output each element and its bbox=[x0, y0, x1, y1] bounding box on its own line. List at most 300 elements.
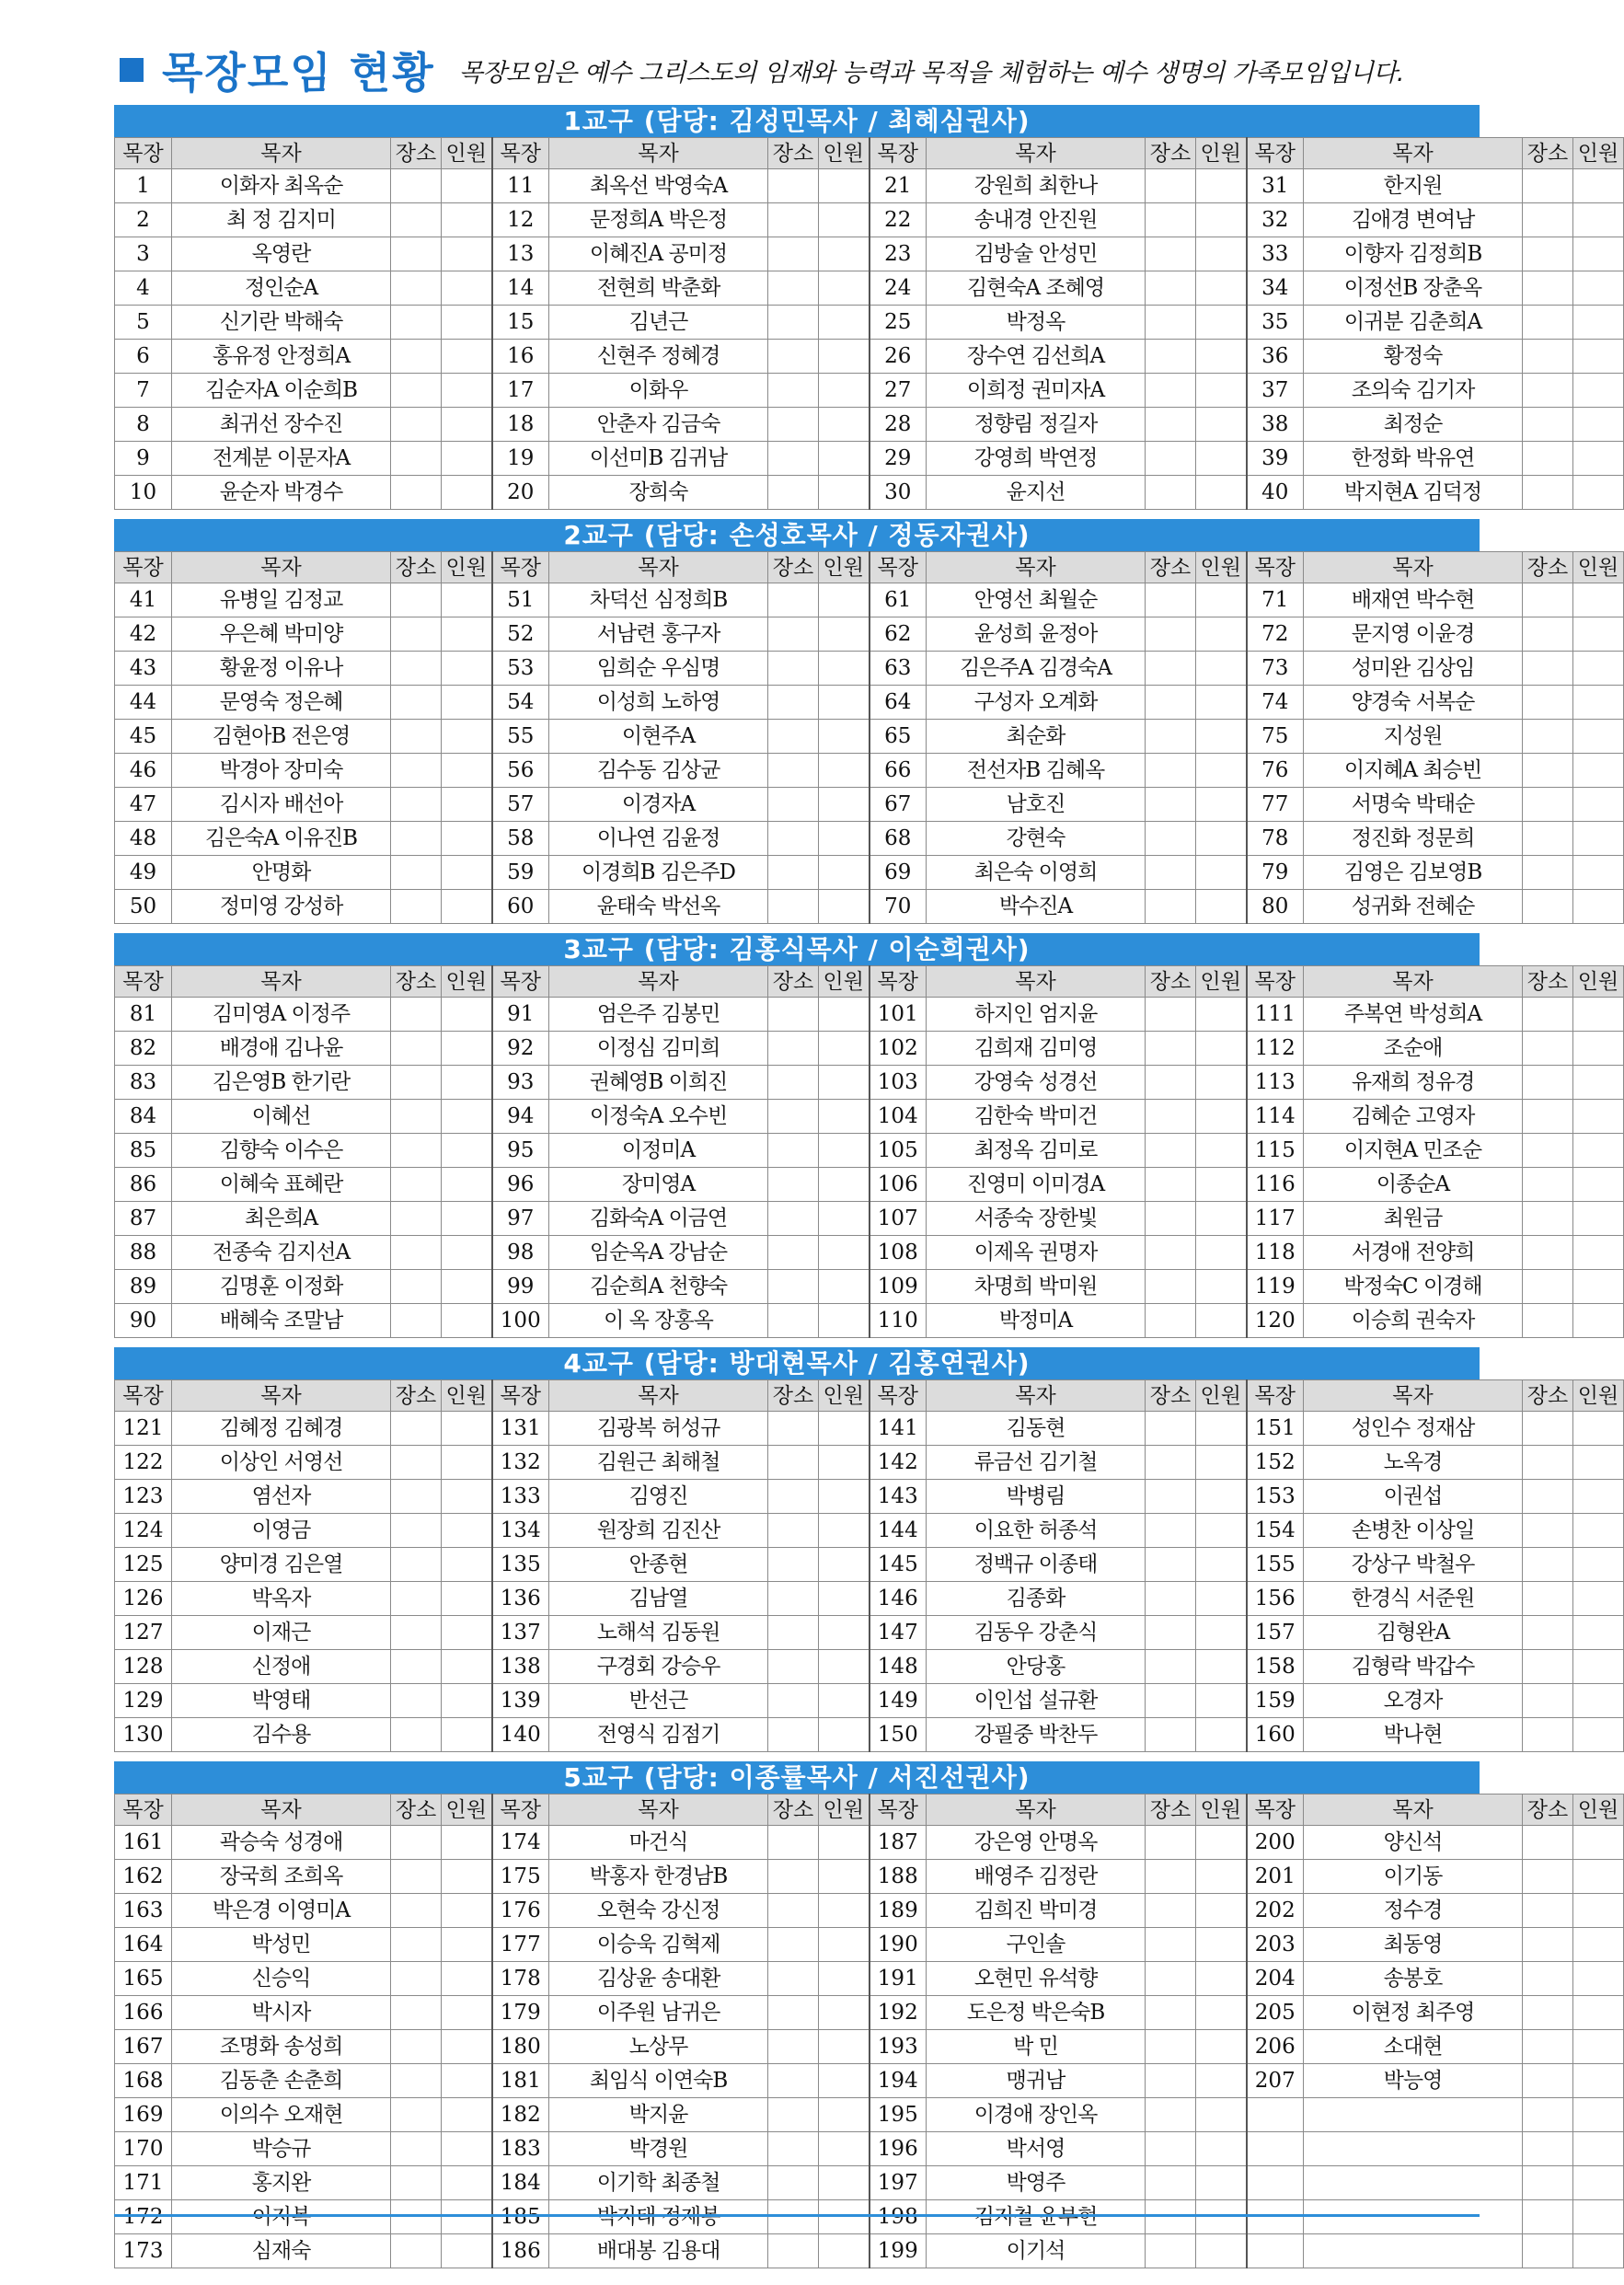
shepherd-names: 정인순A bbox=[172, 271, 391, 306]
count-cell bbox=[1573, 1684, 1624, 1718]
column-header: 장소 bbox=[768, 138, 819, 169]
shepherd-names: 지성원 bbox=[1304, 720, 1523, 754]
shepherd-names: 하지인 엄지윤 bbox=[927, 998, 1146, 1032]
shepherd-names: 박경원 bbox=[549, 2132, 768, 2166]
count-cell bbox=[1573, 374, 1624, 408]
group-number: 161 bbox=[115, 1826, 172, 1860]
shepherd-names: 안명화 bbox=[172, 856, 391, 890]
group-number: 72 bbox=[1247, 617, 1304, 652]
place-cell bbox=[391, 203, 442, 237]
group-number: 183 bbox=[492, 2132, 549, 2166]
count-cell bbox=[1196, 1032, 1247, 1066]
shepherd-names: 옥영란 bbox=[172, 237, 391, 271]
count-cell bbox=[1573, 1514, 1624, 1548]
shepherd-names: 장미영A bbox=[549, 1168, 768, 1202]
group-number: 91 bbox=[492, 998, 549, 1032]
place-cell bbox=[1146, 1514, 1196, 1548]
count-cell bbox=[819, 1066, 870, 1100]
shepherd-names: 박서영 bbox=[927, 2132, 1146, 2166]
place-cell bbox=[1523, 408, 1573, 442]
place-cell bbox=[768, 408, 819, 442]
group-number: 101 bbox=[870, 998, 927, 1032]
shepherd-names: 최정옥 김미로 bbox=[927, 1134, 1146, 1168]
group-number: 31 bbox=[1247, 169, 1304, 203]
count-cell bbox=[442, 652, 492, 686]
table-row bbox=[115, 1202, 1624, 1236]
count-cell bbox=[819, 998, 870, 1032]
column-header: 인원 bbox=[442, 138, 492, 169]
shepherd-names: 문정희A 박은정 bbox=[549, 203, 768, 237]
shepherd-names: 이향자 김정희B bbox=[1304, 237, 1523, 271]
table-row bbox=[115, 203, 1624, 237]
count-cell bbox=[442, 1996, 492, 2030]
shepherd-names: 조명화 송성희 bbox=[172, 2030, 391, 2064]
column-header: 목장 bbox=[1247, 138, 1304, 169]
shepherd-names: 강은영 안명옥 bbox=[927, 1826, 1146, 1860]
group-number: 203 bbox=[1247, 1928, 1304, 1962]
group-number bbox=[1247, 2132, 1304, 2166]
place-cell bbox=[1146, 1718, 1196, 1752]
place-cell bbox=[1523, 2234, 1573, 2268]
group-number: 13 bbox=[492, 237, 549, 271]
group-number: 178 bbox=[492, 1962, 549, 1996]
place-cell bbox=[1523, 2064, 1573, 2098]
place-cell bbox=[391, 617, 442, 652]
count-cell bbox=[1573, 1996, 1624, 2030]
shepherd-names: 한정화 박유연 bbox=[1304, 442, 1523, 476]
shepherd-names: 황정숙 bbox=[1304, 340, 1523, 374]
shepherd-names: 박홍자 한경남B bbox=[549, 1860, 768, 1894]
shepherd-names: 문지영 이윤경 bbox=[1304, 617, 1523, 652]
count-cell bbox=[819, 1270, 870, 1304]
place-cell bbox=[1146, 1996, 1196, 2030]
place-cell bbox=[768, 1412, 819, 1446]
group-number: 33 bbox=[1247, 237, 1304, 271]
shepherd-names: 이정미A bbox=[549, 1134, 768, 1168]
place-cell bbox=[768, 203, 819, 237]
count-cell bbox=[442, 1202, 492, 1236]
group-number: 127 bbox=[115, 1616, 172, 1650]
count-cell bbox=[819, 1684, 870, 1718]
shepherd-names bbox=[172, 2200, 391, 2234]
count-cell bbox=[442, 1718, 492, 1752]
count-cell bbox=[442, 1134, 492, 1168]
count-cell bbox=[442, 1446, 492, 1480]
place-cell bbox=[1523, 1548, 1573, 1582]
count-cell bbox=[442, 1032, 492, 1066]
shepherd-names: 유병일 김정교 bbox=[172, 583, 391, 617]
shepherd-names: 박정숙C 이경해 bbox=[1304, 1270, 1523, 1304]
group-number: 87 bbox=[115, 1202, 172, 1236]
column-header: 장소 bbox=[768, 1795, 819, 1826]
column-header: 목장 bbox=[115, 1380, 172, 1412]
count-cell bbox=[1196, 2132, 1247, 2166]
shepherd-names: 안종현 bbox=[549, 1548, 768, 1582]
district-section bbox=[114, 519, 1619, 924]
group-number: 97 bbox=[492, 1202, 549, 1236]
place-cell bbox=[768, 2200, 819, 2234]
count-cell bbox=[819, 1548, 870, 1582]
column-header: 장소 bbox=[391, 966, 442, 998]
shepherd-names: 박성민 bbox=[172, 1928, 391, 1962]
group-number: 138 bbox=[492, 1650, 549, 1684]
group-number: 105 bbox=[870, 1134, 927, 1168]
shepherd-names: 최옥선 박영숙A bbox=[549, 169, 768, 203]
group-number: 177 bbox=[492, 1928, 549, 1962]
shepherd-names: 박영주 bbox=[927, 2166, 1146, 2200]
group-number: 166 bbox=[115, 1996, 172, 2030]
count-cell bbox=[1573, 2234, 1624, 2268]
count-cell bbox=[819, 2234, 870, 2268]
table-row bbox=[115, 822, 1624, 856]
shepherd-names: 배재연 박수현 bbox=[1304, 583, 1523, 617]
place-cell bbox=[1146, 998, 1196, 1032]
count-cell bbox=[819, 169, 870, 203]
count-cell bbox=[1196, 652, 1247, 686]
place-cell bbox=[768, 1548, 819, 1582]
count-cell bbox=[442, 2030, 492, 2064]
place-cell bbox=[768, 476, 819, 510]
shepherd-names: 한지원 bbox=[1304, 169, 1523, 203]
count-cell bbox=[442, 442, 492, 476]
shepherd-names bbox=[1304, 2132, 1523, 2166]
group-number: 6 bbox=[115, 340, 172, 374]
count-cell bbox=[819, 890, 870, 924]
table-row bbox=[115, 1270, 1624, 1304]
shepherd-names: 도은정 박은숙B bbox=[927, 1996, 1146, 2030]
group-number bbox=[115, 2200, 172, 2234]
place-cell bbox=[1146, 2098, 1196, 2132]
shepherd-names: 이혜진A 공미정 bbox=[549, 237, 768, 271]
table-row bbox=[115, 1894, 1624, 1928]
shepherd-names: 최 정 김지미 bbox=[172, 203, 391, 237]
count-cell bbox=[442, 203, 492, 237]
group-number: 65 bbox=[870, 720, 927, 754]
count-cell bbox=[1196, 1304, 1247, 1338]
place-cell bbox=[1523, 998, 1573, 1032]
column-header: 목장 bbox=[870, 966, 927, 998]
place-cell bbox=[1523, 2200, 1573, 2234]
shepherd-names: 손병찬 이상일 bbox=[1304, 1514, 1523, 1548]
column-header: 목자 bbox=[549, 966, 768, 998]
group-number: 25 bbox=[870, 306, 927, 340]
place-cell bbox=[768, 1100, 819, 1134]
shepherd-names: 곽승숙 성경애 bbox=[172, 1826, 391, 1860]
count-cell bbox=[1573, 2030, 1624, 2064]
place-cell bbox=[1146, 476, 1196, 510]
count-cell bbox=[1573, 652, 1624, 686]
place-cell bbox=[1523, 1236, 1573, 1270]
table-row bbox=[115, 1100, 1624, 1134]
place-cell bbox=[391, 720, 442, 754]
count-cell bbox=[442, 1860, 492, 1894]
column-header: 목자 bbox=[927, 552, 1146, 583]
shepherd-names: 이화자 최옥순 bbox=[172, 169, 391, 203]
count-cell bbox=[819, 1650, 870, 1684]
shepherd-names: 강상구 박철우 bbox=[1304, 1548, 1523, 1582]
count-cell bbox=[1196, 1718, 1247, 1752]
column-header: 목자 bbox=[927, 966, 1146, 998]
count-cell bbox=[1573, 1270, 1624, 1304]
count-cell bbox=[442, 1826, 492, 1860]
group-number: 149 bbox=[870, 1684, 927, 1718]
place-cell bbox=[391, 1826, 442, 1860]
place-cell bbox=[1523, 1650, 1573, 1684]
count-cell bbox=[1196, 1684, 1247, 1718]
group-number: 55 bbox=[492, 720, 549, 754]
place-cell bbox=[768, 890, 819, 924]
place-cell bbox=[768, 1616, 819, 1650]
shepherd-names: 이종순A bbox=[1304, 1168, 1523, 1202]
group-number: 7 bbox=[115, 374, 172, 408]
place-cell bbox=[1523, 237, 1573, 271]
count-cell bbox=[1573, 271, 1624, 306]
count-cell bbox=[1196, 237, 1247, 271]
shepherd-names: 정진화 정문희 bbox=[1304, 822, 1523, 856]
shepherd-names: 최정순 bbox=[1304, 408, 1523, 442]
place-cell bbox=[391, 374, 442, 408]
place-cell bbox=[1146, 1202, 1196, 1236]
count-cell bbox=[442, 1894, 492, 1928]
column-header: 장소 bbox=[1523, 1380, 1573, 1412]
count-cell bbox=[1573, 583, 1624, 617]
group-number: 195 bbox=[870, 2098, 927, 2132]
group-number: 100 bbox=[492, 1304, 549, 1338]
group-number: 124 bbox=[115, 1514, 172, 1548]
group-number: 108 bbox=[870, 1236, 927, 1270]
shepherd-names: 남호진 bbox=[927, 788, 1146, 822]
count-cell bbox=[819, 2030, 870, 2064]
place-cell bbox=[1523, 1718, 1573, 1752]
table-row bbox=[115, 788, 1624, 822]
group-number: 102 bbox=[870, 1032, 927, 1066]
place-cell bbox=[1523, 754, 1573, 788]
place-cell bbox=[768, 2098, 819, 2132]
table-row bbox=[115, 1032, 1624, 1066]
shepherd-names: 박옥자 bbox=[172, 1582, 391, 1616]
place-cell bbox=[1523, 1996, 1573, 2030]
shepherd-names: 이귀분 김춘희A bbox=[1304, 306, 1523, 340]
shepherd-names: 오현숙 강신정 bbox=[549, 1894, 768, 1928]
shepherd-names: 류금선 김기철 bbox=[927, 1446, 1146, 1480]
column-header: 인원 bbox=[442, 966, 492, 998]
count-cell bbox=[1573, 306, 1624, 340]
group-number: 37 bbox=[1247, 374, 1304, 408]
place-cell bbox=[391, 822, 442, 856]
count-cell bbox=[442, 1168, 492, 1202]
shepherd-names: 이의수 오재현 bbox=[172, 2098, 391, 2132]
shepherd-names: 김현숙A 조혜영 bbox=[927, 271, 1146, 306]
count-cell bbox=[442, 1480, 492, 1514]
group-number: 136 bbox=[492, 1582, 549, 1616]
column-header: 인원 bbox=[1573, 966, 1624, 998]
place-cell bbox=[1146, 1582, 1196, 1616]
place-cell bbox=[1146, 1032, 1196, 1066]
place-cell bbox=[768, 1514, 819, 1548]
column-header: 인원 bbox=[1196, 552, 1247, 583]
group-number: 8 bbox=[115, 408, 172, 442]
place-cell bbox=[1523, 1860, 1573, 1894]
place-cell bbox=[391, 1650, 442, 1684]
shepherd-names: 양미경 김은열 bbox=[172, 1548, 391, 1582]
group-number: 76 bbox=[1247, 754, 1304, 788]
count-cell bbox=[819, 306, 870, 340]
shepherd-names: 강현숙 bbox=[927, 822, 1146, 856]
count-cell bbox=[1573, 1446, 1624, 1480]
count-cell bbox=[819, 1032, 870, 1066]
count-cell bbox=[442, 1650, 492, 1684]
column-header: 목자 bbox=[1304, 138, 1523, 169]
column-header: 목장 bbox=[1247, 966, 1304, 998]
place-cell bbox=[391, 442, 442, 476]
group-number: 133 bbox=[492, 1480, 549, 1514]
column-header: 장소 bbox=[1146, 966, 1196, 998]
place-cell bbox=[391, 237, 442, 271]
count-cell bbox=[819, 856, 870, 890]
table-row bbox=[115, 169, 1624, 203]
count-cell bbox=[1573, 1168, 1624, 1202]
table-row bbox=[115, 1684, 1624, 1718]
place-cell bbox=[391, 652, 442, 686]
count-cell bbox=[1573, 2064, 1624, 2098]
group-number: 12 bbox=[492, 203, 549, 237]
table-row bbox=[115, 1650, 1624, 1684]
group-number: 109 bbox=[870, 1270, 927, 1304]
group-number: 193 bbox=[870, 2030, 927, 2064]
district-table bbox=[114, 551, 1624, 924]
table-row bbox=[115, 442, 1624, 476]
shepherd-names: 이제옥 권명자 bbox=[927, 1236, 1146, 1270]
count-cell bbox=[442, 998, 492, 1032]
group-number: 43 bbox=[115, 652, 172, 686]
count-cell bbox=[819, 1860, 870, 1894]
table-row bbox=[115, 1514, 1624, 1548]
place-cell bbox=[1146, 1548, 1196, 1582]
column-header: 목장 bbox=[870, 138, 927, 169]
count-cell bbox=[1196, 169, 1247, 203]
group-number: 73 bbox=[1247, 652, 1304, 686]
column-header: 목자 bbox=[1304, 1795, 1523, 1826]
count-cell bbox=[442, 1412, 492, 1446]
shepherd-names: 안영선 최월순 bbox=[927, 583, 1146, 617]
shepherd-names: 김수용 bbox=[172, 1718, 391, 1752]
shepherd-names: 우은혜 박미양 bbox=[172, 617, 391, 652]
group-number: 134 bbox=[492, 1514, 549, 1548]
count-cell bbox=[1196, 686, 1247, 720]
column-header: 장소 bbox=[1523, 966, 1573, 998]
count-cell bbox=[819, 754, 870, 788]
shepherd-names: 박지현A 김덕정 bbox=[1304, 476, 1523, 510]
place-cell bbox=[768, 2166, 819, 2200]
place-cell bbox=[1523, 1134, 1573, 1168]
group-number: 125 bbox=[115, 1548, 172, 1582]
group-number: 111 bbox=[1247, 998, 1304, 1032]
group-number bbox=[492, 2200, 549, 2234]
shepherd-names: 강영희 박연정 bbox=[927, 442, 1146, 476]
shepherd-names: 김한숙 박미건 bbox=[927, 1100, 1146, 1134]
shepherd-names bbox=[1304, 2166, 1523, 2200]
table-row bbox=[115, 890, 1624, 924]
shepherd-names: 김애경 변여남 bbox=[1304, 203, 1523, 237]
count-cell bbox=[1573, 1582, 1624, 1616]
shepherd-names: 신승익 bbox=[172, 1962, 391, 1996]
count-cell bbox=[442, 2166, 492, 2200]
table-row bbox=[115, 237, 1624, 271]
count-cell bbox=[1196, 2200, 1247, 2234]
shepherd-names: 김종화 bbox=[927, 1582, 1146, 1616]
shepherd-names: 이승욱 김혁제 bbox=[549, 1928, 768, 1962]
column-header: 장소 bbox=[768, 552, 819, 583]
place-cell bbox=[1523, 1100, 1573, 1134]
group-number: 207 bbox=[1247, 2064, 1304, 2098]
group-number: 131 bbox=[492, 1412, 549, 1446]
shepherd-names: 박정옥 bbox=[927, 306, 1146, 340]
count-cell bbox=[442, 1928, 492, 1962]
group-number: 106 bbox=[870, 1168, 927, 1202]
count-cell bbox=[1573, 1894, 1624, 1928]
shepherd-names: 서명숙 박태순 bbox=[1304, 788, 1523, 822]
place-cell bbox=[391, 856, 442, 890]
count-cell bbox=[1196, 1168, 1247, 1202]
place-cell bbox=[768, 1582, 819, 1616]
shepherd-names: 김화숙A 이금연 bbox=[549, 1202, 768, 1236]
group-number bbox=[1247, 2234, 1304, 2268]
group-number: 206 bbox=[1247, 2030, 1304, 2064]
shepherd-names: 박시자 bbox=[172, 1996, 391, 2030]
count-cell bbox=[1573, 203, 1624, 237]
place-cell bbox=[391, 1718, 442, 1752]
place-cell bbox=[391, 686, 442, 720]
shepherd-names: 이화우 bbox=[549, 374, 768, 408]
group-number: 171 bbox=[115, 2166, 172, 2200]
table-row bbox=[115, 1860, 1624, 1894]
shepherd-names: 김동우 강춘식 bbox=[927, 1616, 1146, 1650]
place-cell bbox=[391, 1928, 442, 1962]
shepherd-names: 박지윤 bbox=[549, 2098, 768, 2132]
count-cell bbox=[819, 476, 870, 510]
group-number: 44 bbox=[115, 686, 172, 720]
group-number: 192 bbox=[870, 1996, 927, 2030]
group-number: 188 bbox=[870, 1860, 927, 1894]
shepherd-names: 김영진 bbox=[549, 1480, 768, 1514]
count-cell bbox=[1573, 2166, 1624, 2200]
shepherd-names: 박은경 이영미A bbox=[172, 1894, 391, 1928]
place-cell bbox=[768, 1236, 819, 1270]
group-number: 204 bbox=[1247, 1962, 1304, 1996]
column-header: 목자 bbox=[172, 1795, 391, 1826]
place-cell bbox=[1523, 442, 1573, 476]
place-cell bbox=[391, 1270, 442, 1304]
place-cell bbox=[1523, 203, 1573, 237]
shepherd-names: 성인수 정재삼 bbox=[1304, 1412, 1523, 1446]
group-number: 117 bbox=[1247, 1202, 1304, 1236]
shepherd-names: 이정숙A 오수빈 bbox=[549, 1100, 768, 1134]
group-number: 153 bbox=[1247, 1480, 1304, 1514]
group-number: 110 bbox=[870, 1304, 927, 1338]
place-cell bbox=[768, 686, 819, 720]
count-cell bbox=[1196, 2064, 1247, 2098]
column-header: 목자 bbox=[549, 1795, 768, 1826]
shepherd-names: 최귀선 장수진 bbox=[172, 408, 391, 442]
shepherd-names: 김순희A 천향숙 bbox=[549, 1270, 768, 1304]
count-cell bbox=[1573, 1962, 1624, 1996]
shepherd-names: 신현주 정혜경 bbox=[549, 340, 768, 374]
place-cell bbox=[768, 1928, 819, 1962]
group-number: 66 bbox=[870, 754, 927, 788]
place-cell bbox=[768, 1066, 819, 1100]
group-number: 58 bbox=[492, 822, 549, 856]
shepherd-names: 마건식 bbox=[549, 1826, 768, 1860]
